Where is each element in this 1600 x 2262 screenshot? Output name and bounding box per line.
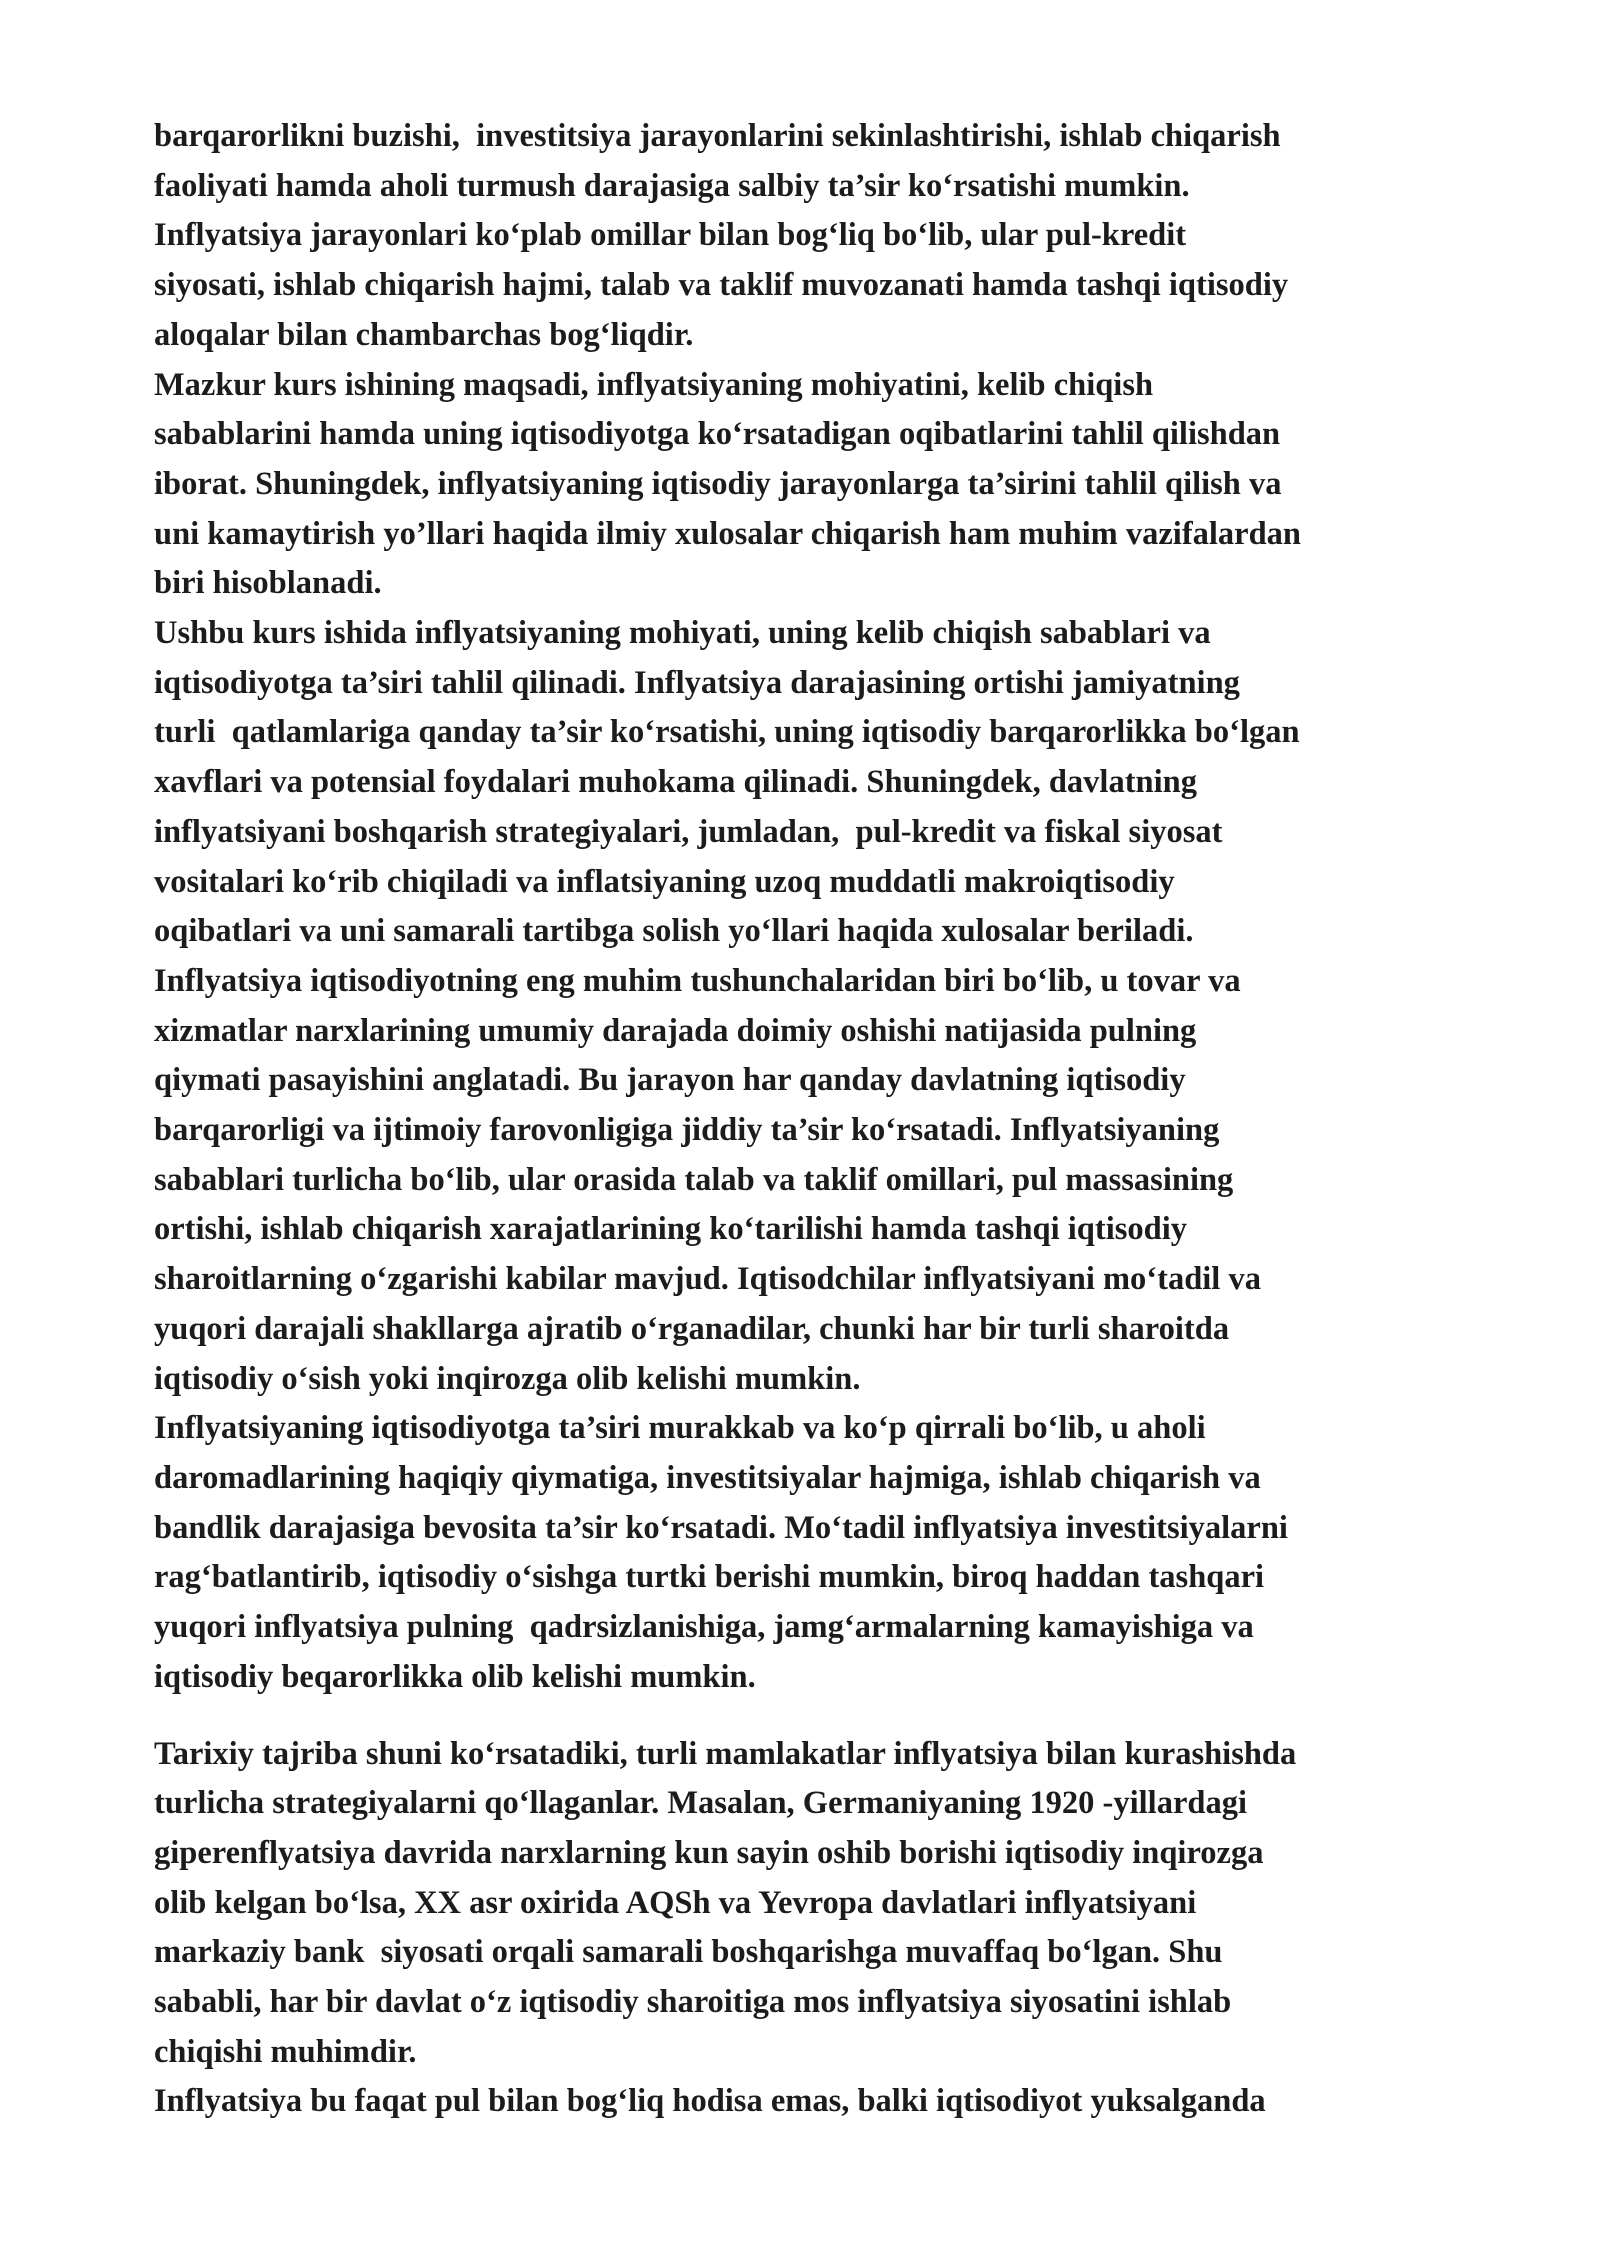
text-line: turli qatlamlariga qanday ta’sir koʻrsatishi, uning iqtisodiy barqarorlikka boʻlgan bbox=[154, 714, 1300, 751]
text-line: faoliyati hamda aholi turmush darajasiga salbiy ta’sir koʻrsatishi mumkin. bbox=[154, 167, 1190, 204]
text-line: turlicha strategiyalarni qoʻllaganlar. Masalan, Germaniyaning 1920 -yillardagi bbox=[154, 1785, 1247, 1822]
paragraph-5 bbox=[154, 957, 1494, 1404]
text-line: yuqori inflyatsiya pulning qadrsizlanishiga, jamgʻarmalarning kamayishiga va bbox=[154, 1609, 1254, 1646]
paragraph-8 bbox=[154, 2077, 1494, 2127]
text-line: uni kamaytirish yo’llari haqida ilmiy xulosalar chiqarish ham muhim vazifalardan bbox=[154, 515, 1301, 552]
text-line: iqtisodiy beqarorlikka olib kelishi mumkin. bbox=[154, 1658, 756, 1695]
paragraph-6 bbox=[154, 1404, 1494, 1702]
text-line: vositalari koʻrib chiqiladi va inflatsiyaning uzoq muddatli makroiqtisodiy bbox=[154, 863, 1175, 900]
text-line: giperenflyatsiya davrida narxlarning kun sayin oshib borishi iqtisodiy inqirozga bbox=[154, 1834, 1264, 1871]
text-line: biri hisoblanadi. bbox=[154, 565, 382, 602]
text-line: aloqalar bilan chambarchas bogʻliqdir. bbox=[154, 316, 694, 353]
text-line: yuqori darajali shakllarga ajratib oʻrganadilar, chunki har bir turli sharoitda bbox=[154, 1310, 1230, 1347]
text-line: Inflyatsiya bu faqat pul bilan bogʻliq hodisa emas, balki iqtisodiyot yuksalganda bbox=[154, 2083, 1266, 2120]
text-line: markaziy bank siyosati orqali samarali boshqarishga muvaffaq boʻlgan. Shu bbox=[154, 1934, 1223, 1971]
text-line: ortishi, ishlab chiqarish xarajatlarining koʻtarilishi hamda tashqi iqtisodiy bbox=[154, 1211, 1187, 1248]
text-line: Ushbu kurs ishida inflyatsiyaning mohiyati, uning kelib chiqish sabablari va bbox=[154, 615, 1211, 652]
paragraph-2 bbox=[154, 211, 1494, 360]
text-line: oqibatlari va uni samarali tartibga solish yoʻllari haqida xulosalar beriladi. bbox=[154, 913, 1194, 950]
text-line: barqarorligi va ijtimoiy farovonligiga jiddiy ta’sir koʻrsatadi. Inflyatsiyaning bbox=[154, 1112, 1220, 1149]
text-line: daromadlarining haqiqiy qiymatiga, investitsiyalar hajmiga, ishlab chiqarish va bbox=[154, 1459, 1261, 1496]
text-line: sabablarini hamda uning iqtisodiyotga koʻrsatadigan oqibatlarini tahlil qilishdan bbox=[154, 416, 1281, 453]
text-line: iborat. Shuningdek, inflyatsiyaning iqtisodiy jarayonlarga ta’sirini tahlil qilish va bbox=[154, 465, 1282, 502]
text-line: barqarorlikni buzishi, investitsiya jarayonlarini sekinlashtirishi, ishlab chiqarish bbox=[154, 118, 1281, 154]
text-line: iqtisodiy oʻsish yoki inqirozga olib kelishi mumkin. bbox=[154, 1360, 861, 1397]
text-line: Tarixiy tajriba shuni koʻrsatadiki, turli mamlakatlar inflyatsiya bilan kurashishda bbox=[154, 1735, 1297, 1772]
paragraph-3 bbox=[154, 361, 1494, 610]
text-line: inflyatsiyani boshqarish strategiyalari, jumladan, pul-kredit va fiskal siyosat bbox=[154, 813, 1223, 850]
text-line: sabablari turlicha boʻlib, ular orasida talab va taklif omillari, pul massasining bbox=[154, 1161, 1234, 1198]
document-page bbox=[154, 112, 1494, 2127]
paragraph-7 bbox=[154, 1730, 1494, 2078]
text-line: Mazkur kurs ishining maqsadi, inflyatsiyaning mohiyatini, kelib chiqish bbox=[154, 366, 1154, 403]
text-line: iqtisodiyotga ta’siri tahlil qilinadi. Inflyatsiya darajasining ortishi jamiyatning bbox=[154, 664, 1240, 701]
text-line: sharoitlarning oʻzgarishi kabilar mavjud. Iqtisodchilar inflyatsiyani moʻtadil va bbox=[154, 1261, 1261, 1298]
text-line: sababli, har bir davlat oʻz iqtisodiy sharoitiga mos inflyatsiya siyosatini ishlab bbox=[154, 1984, 1232, 2021]
text-line: bandlik darajasiga bevosita ta’sir koʻrsatadi. Moʻtadil inflyatsiya investitsiyalarni bbox=[154, 1509, 1288, 1546]
text-line: xizmatlar narxlarining umumiy darajada doimiy oshishi natijasida pulning bbox=[154, 1012, 1197, 1049]
text-line: siyosati, ishlab chiqarish hajmi, talab va taklif muvozanati hamda tashqi iqtisodiy bbox=[154, 267, 1289, 304]
text-line: Inflyatsiya jarayonlari koʻplab omillar bilan bogʻliq boʻlib, ular pul-kredit bbox=[154, 217, 1187, 254]
text-line: xavflari va potensial foydalari muhokama qilinadi. Shuningdek, davlatning bbox=[154, 764, 1197, 801]
text-line: chiqishi muhimdir. bbox=[154, 2033, 417, 2070]
text-line: Inflyatsiya iqtisodiyotning eng muhim tushunchalaridan biri boʻlib, u tovar va bbox=[154, 962, 1241, 999]
paragraph-1 bbox=[154, 112, 1494, 211]
paragraph-4 bbox=[154, 609, 1494, 957]
text-line: Inflyatsiyaning iqtisodiyotga ta’siri murakkab va koʻp qirrali boʻlib, u aholi bbox=[154, 1410, 1206, 1447]
text-line: qiymati pasayishini anglatadi. Bu jarayon har qanday davlatning iqtisodiy bbox=[154, 1062, 1186, 1099]
text-line: ragʻbatlantirib, iqtisodiy oʻsishga turtki berishi mumkin, biroq haddan tashqari bbox=[154, 1559, 1265, 1596]
text-line: olib kelgan boʻlsa, XX asr oxirida AQSh va Yevropa davlatlari inflyatsiyani bbox=[154, 1884, 1197, 1921]
